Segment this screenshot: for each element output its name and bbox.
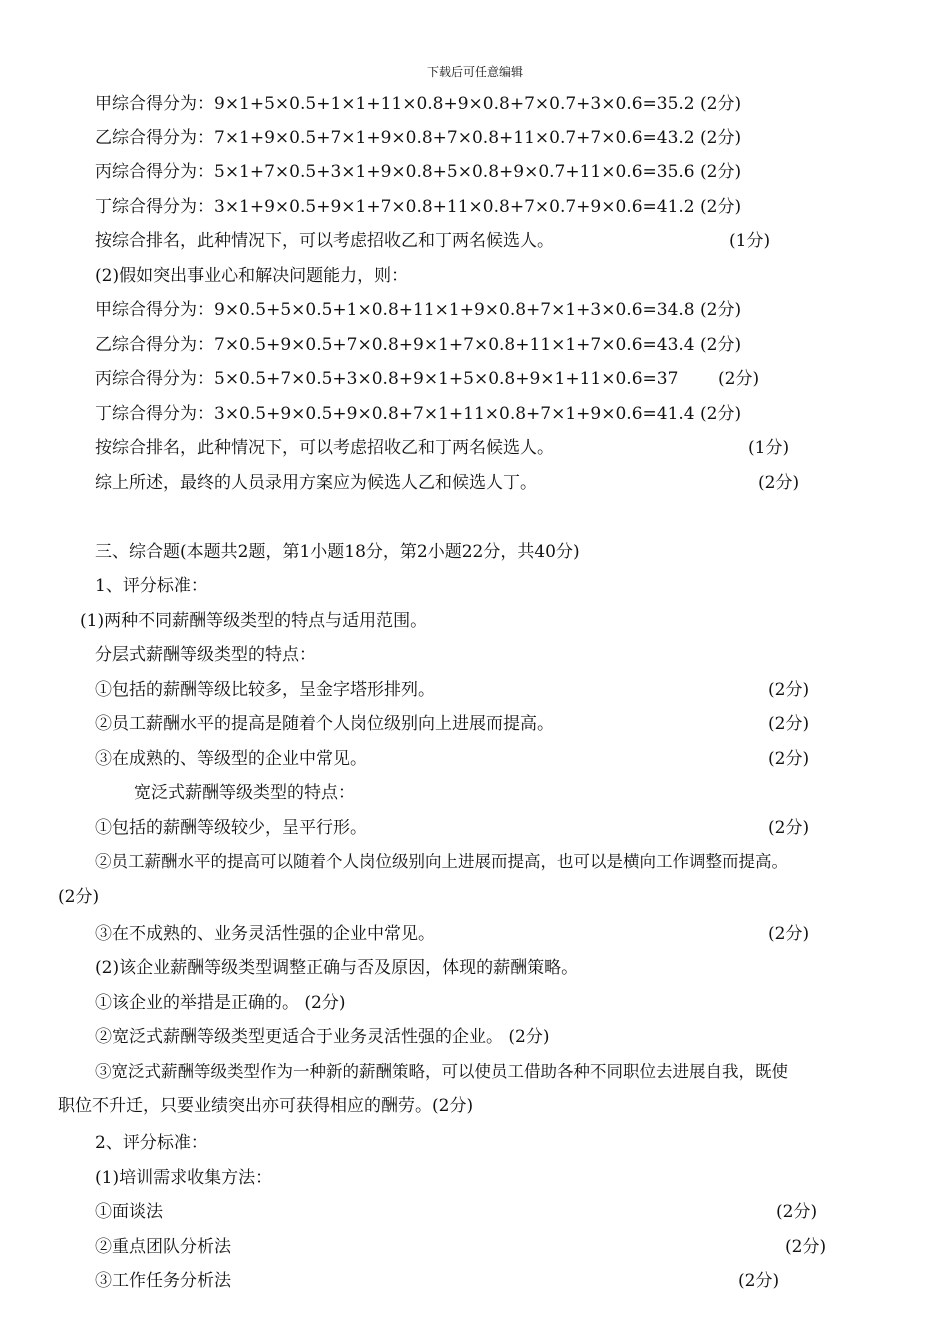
text-line: ①包括的薪酬等级比较多，呈金字塔形排列。 [95, 680, 435, 700]
text-line: 分层式薪酬等级类型的特点： [95, 645, 316, 665]
text-line: 职位不升迁，只要业绩突出亦可获得相应的酬劳。(2分) [58, 1096, 474, 1116]
text-line: 乙综合得分为：7×0.5+9×0.5+7×0.8+9×1+7×0.8+11×1+7×0.6=43.4 (2分) [95, 335, 742, 355]
score-label: (2分) [776, 1202, 818, 1222]
text-line: 1、评分标准： [95, 576, 208, 596]
text-line: 按综合排名，此种情况下，可以考虑招收乙和丁两名候选人。 [95, 438, 554, 458]
text-line: 甲综合得分为：9×0.5+5×0.5+1×0.8+11×1+9×0.8+7×1+3×0.6=34.8 (2分) [95, 300, 742, 320]
text-line: (1)培训需求收集方法： [95, 1168, 273, 1188]
text-line: ③工作任务分析法 [95, 1271, 231, 1291]
score-label: (2分) [768, 680, 810, 700]
score-label: (2分) [718, 369, 760, 389]
text-line: 丙综合得分为：5×1+7×0.5+3×1+9×0.8+5×0.8+9×0.7+11×0.6=35.6 (2分) [95, 162, 742, 182]
text-line: 综上所述，最终的人员录用方案应为候选人乙和候选人丁。 [95, 473, 537, 493]
text-line: 甲综合得分为：9×1+5×0.5+1×1+11×0.8+9×0.8+7×0.7+3×0.6=35.2 (2分) [95, 94, 742, 114]
score-label: (1分) [748, 438, 790, 458]
text-line: 丁综合得分为：3×1+9×0.5+9×1+7×0.8+11×0.8+7×0.7+9×0.6=41.2 (2分) [95, 197, 742, 217]
text-line: ②员工薪酬水平的提高可以随着个人岗位级别向上进展而提高，也可以是横向工作调整而提高。 [95, 852, 788, 871]
text-line: 丁综合得分为：3×0.5+9×0.5+9×0.8+7×1+11×0.8+7×1+9×0.6=41.4 (2分) [95, 404, 742, 424]
score-label: (1分) [729, 231, 771, 251]
section-heading: 三、综合题(本题共2题，第1小题18分，第2小题22分，共40分) [95, 542, 580, 562]
text-line: (2分) [58, 887, 100, 907]
score-label: (2分) [768, 818, 810, 838]
text-line: ①该企业的举措是正确的。 (2分) [95, 993, 346, 1013]
text-line: (2)假如突出事业心和解决问题能力，则： [95, 266, 409, 286]
score-label: (2分) [758, 473, 800, 493]
text-line: 2、评分标准： [95, 1133, 208, 1153]
text-line: 乙综合得分为：7×1+9×0.5+7×1+9×0.8+7×0.8+11×0.7+7×0.6=43.2 (2分) [95, 128, 742, 148]
text-line: ②重点团队分析法 [95, 1237, 231, 1257]
text-line: ②宽泛式薪酬等级类型更适合于业务灵活性强的企业。 (2分) [95, 1027, 550, 1047]
text-line: (2)该企业薪酬等级类型调整正确与否及原因，体现的薪酬策略。 [95, 958, 579, 978]
score-label: (2分) [785, 1237, 827, 1257]
score-label: (2分) [768, 749, 810, 769]
score-label: (2分) [768, 714, 810, 734]
text-line: 丙综合得分为：5×0.5+7×0.5+3×0.8+9×1+5×0.8+9×1+11×0.6=37 [95, 369, 679, 389]
text-line: ③在不成熟的、业务灵活性强的企业中常见。 [95, 924, 435, 944]
text-line: ①包括的薪酬等级较少，呈平行形。 [95, 818, 367, 838]
text-line: ③在成熟的、等级型的企业中常见。 [95, 749, 367, 769]
text-line: (1)两种不同薪酬等级类型的特点与适用范围。 [80, 611, 428, 631]
text-line: 按综合排名，此种情况下，可以考虑招收乙和丁两名候选人。 [95, 231, 554, 251]
page-header: 下载后可任意编辑 [426, 65, 523, 79]
text-line: ①面谈法 [95, 1202, 163, 1222]
text-line: ③宽泛式薪酬等级类型作为一种新的薪酬策略，可以使员工借助各种不同职位去进展自我，既使 [95, 1062, 788, 1081]
score-label: (2分) [768, 924, 810, 944]
score-label: (2分) [738, 1271, 780, 1291]
text-line: 宽泛式薪酬等级类型的特点： [134, 783, 355, 803]
text-line: ②员工薪酬水平的提高是随着个人岗位级别向上进展而提高。 [95, 714, 554, 734]
